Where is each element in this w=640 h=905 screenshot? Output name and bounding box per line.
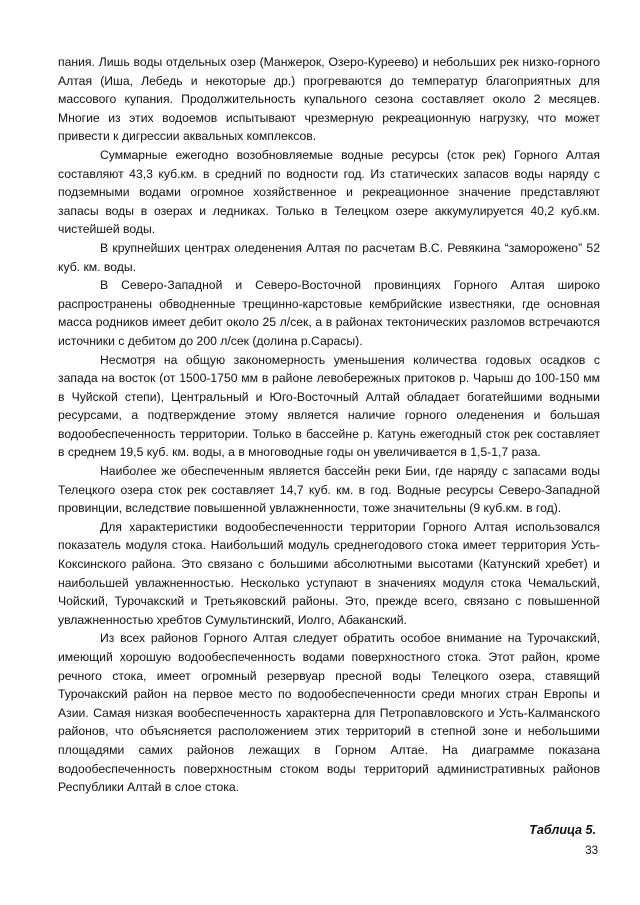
page-number: 33 (585, 845, 598, 857)
paragraph-glaciation: В крупнейших центрах оледенения Алтая по расчетам В.С. Ревякина “заморожено” 52 куб. км. воды. (58, 240, 600, 274)
paragraph-runoff-modulus: Для характеристики водообеспеченности территории Горного Алтая использовался показатель модуля стока. Наибольший модуль среднегодового стока имеет территория Усть-Коксинского района. Это связано с большими абсолютными высотами (Катунский хребет) и наибольшей увлажненностью. Несколько уступают в значениях модуля стока Чемальский, Чойский, Турочакский и Третьяковский районы. Это, прежде всего, связано с повышенной увлажненностью хребтов Сумультинский, Иолго, Абаканский. (58, 519, 600, 627)
paragraph-biya-basin: Наиболее же обеспеченным является бассейн реки Бии, где наряду с запасами воды Телецкого озера сток рек составляет 14,7 куб. км. в год. Водные ресурсы Северо-Западной провинции, вследствие повышенной увлажненности, тоже значительны (9 куб.км. в год). (58, 464, 600, 516)
document-body (58, 53, 600, 797)
paragraph-bathing-season: пания. Лишь воды отдельных озер (Манжерок, Озеро-Куреево) и небольших рек низко-горного Алтая (Иша, Лебедь и некоторые др.) прогреваются до температур благоприятных для массового купания. Продолжительность купального сезона составляет около 2 месяцев. Многие из этих водоемов испытывают чрезмерную рекреационную нагрузку, что может привести к дигрессии аквальных комплексов. (58, 55, 600, 144)
table-caption: Таблица 5. (529, 823, 596, 837)
paragraph-precipitation: Несмотря на общую закономерность уменьшения количества годовых осадков с запада на восток (от 1500-1750 мм в районе левобережных притоков р. Чарыш до 100-150 мм в Чуйской степи), Центральный и Юго-Восточный Алтай обладает богатейшими водными ресурсами, а подтверждение этому является наличие горного оледенения и большая водообеспеченность территории. Только в бассейне р. Катунь ежегодный сток рек составляет в среднем 19,5 куб. км. воды, а в многоводные годы он увеличивается в 1,5-1,7 раза. (58, 352, 600, 460)
paragraph-turochak-district: Из всех районов Горного Алтая следует обратить особое внимание на Турочакский, имеющий хорошую водообеспеченность водами поверхностного стока. Этот район, кроме речного стока, имеет огромный резервуар пресной воды Телецкого озера, ставящий Турочакский район на первое место по водообеспеченности среди многих стран Европы и Азии. Самая низкая вообеспеченность характерна для Петропавловского и Усть-Калманского районов, что объясняется расположением этих территорий в степной зоне и небольшими площадями самих районов лежащих в Горном Алтае. На диаграмме показана водообеспеченность поверхностным стоком воды территорий административных районов Республики Алтай в слое стока. (58, 631, 600, 795)
paragraph-limestone-springs: В Северо-Западной и Северо-Восточной провинциях Горного Алтая широко распространены обводненные трещинно-карстовые кембрийские известняки, где основная масса родников имеет дебит около 25 л/сек, а в районах тектонических разломов встречаются источники с дебитом до 200 л/сек (долина р.Сарасы). (58, 278, 600, 348)
paragraph-water-resources: Суммарные ежегодно возобновляемые водные ресурсы (сток рек) Горного Алтая составляют 43,3 куб.км. в средний по водности год. Из статических запасов воды наряду с подземными водами огромное хозяйственное и рекреационное значение представляют запасы воды в озерах и ледниках. Только в Телецком озере аккумулируется 40,2 куб.км. чистейшей воды. (58, 147, 600, 237)
